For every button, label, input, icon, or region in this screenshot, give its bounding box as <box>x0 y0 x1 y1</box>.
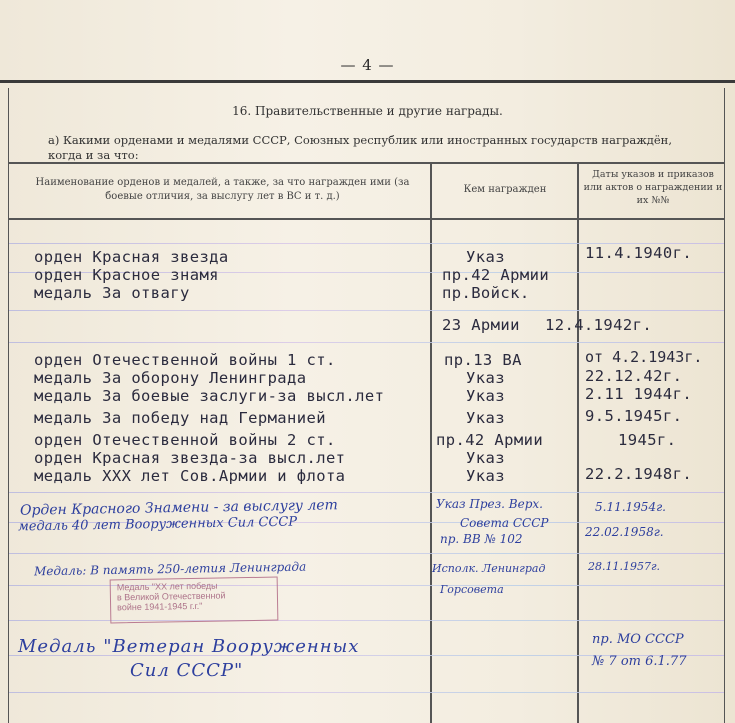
handwritten-awarded-by: Горсовета <box>440 583 504 596</box>
handwritten-award: медаль 40 лет Вооруженных Сил СССР <box>17 514 298 535</box>
award-date-text: 1945г. <box>618 431 677 449</box>
handwritten-award: Орден Красного Знамени - за выслугу лет <box>19 497 339 519</box>
ruled-line <box>9 492 724 493</box>
handwritten-awarded-by: Совета СССР <box>460 516 549 530</box>
awarded-by-text: Указ <box>466 409 505 427</box>
award-date-text: 22.12.42г. <box>585 367 683 385</box>
award-text: орден Красная звезда-за высл.лет <box>34 449 346 467</box>
award-date-text: 11.4.1940г. <box>585 244 693 262</box>
award-text: орден Отечественной войны 2 ст. <box>34 431 336 449</box>
column-divider-2 <box>577 162 579 723</box>
handwritten-award: Медаль "Ветеран Вооруженных <box>18 636 360 657</box>
ruled-line <box>9 692 724 693</box>
award-date-text: 22.2.1948г. <box>585 465 693 483</box>
page-number: — 4 — <box>340 56 395 74</box>
stamp-line: войне 1941-1945 г.г." <box>117 600 203 613</box>
award-date-text: 2.11 1944г. <box>585 385 693 403</box>
award-text: орден Отечественной войны 1 ст. <box>34 351 336 369</box>
handwritten-awarded-by: Указ През. Верх. <box>436 497 543 511</box>
handwritten-date: № 7 от 6.1.77 <box>592 654 687 669</box>
handwritten-awarded-by: Исполк. Ленинград <box>432 562 546 575</box>
awarded-by-text: пр.Войск. <box>442 284 530 302</box>
award-date-text: от 4.2.1943г. <box>585 348 703 366</box>
section-title: 16. Правительственные и другие награды. <box>232 104 503 118</box>
awarded-by-text: Указ <box>466 369 505 387</box>
column-header-dates: Даты указов и приказов или актов о награждении и их №№ <box>583 169 723 206</box>
handwritten-date: 28.11.1957г. <box>588 560 661 573</box>
award-text: орден Красная звезда <box>34 248 229 266</box>
awarded-by-text: пр.42 Армии <box>442 266 550 284</box>
ruled-line <box>9 310 724 311</box>
awarded-by-text: пр.13 ВА <box>444 351 522 369</box>
stamp-line: в Великой Отечественной <box>116 590 226 603</box>
column-header-by-whom: Кем награжден <box>463 184 547 195</box>
awarded-by-text: Указ <box>466 248 505 266</box>
awarded-by-text: 23 Армии <box>442 316 520 334</box>
handwritten-awarded-by: пр. МО СССР <box>592 632 684 647</box>
handwritten-award: Сил СССР" <box>130 660 244 681</box>
handwritten-date: 5.11.1954г. <box>595 500 666 514</box>
column-divider-1 <box>430 162 432 723</box>
handwritten-date: 22.02.1958г. <box>585 525 664 539</box>
handwritten-awarded-by: пр. ВВ № 102 <box>440 532 523 546</box>
stamp-line: Медаль "XX лет победы <box>116 580 218 593</box>
awarded-by-text: Указ <box>466 449 505 467</box>
section-subtitle: а) Какими орденами и медалями СССР, Союзных республик или иностранных государств награждён, когда и за что: <box>48 133 672 162</box>
ruled-line <box>9 342 724 343</box>
table-header-top-border <box>9 162 724 164</box>
award-date-text: 9.5.1945г. <box>585 407 683 425</box>
column-header-name: Наименование орденов и медалей, а также, за что награжден ими (за боевые отличия, за выслугу лет в ВС и т. д.) <box>35 177 410 202</box>
top-rule <box>0 80 735 83</box>
medal-stamp <box>110 577 279 624</box>
award-text: орден Красное знамя <box>34 266 219 284</box>
awarded-by-text: пр.42 Армии <box>436 431 544 449</box>
award-date-text: 12.4.1942г. <box>545 316 653 334</box>
award-text: медаль За оборону Ленинграда <box>34 369 307 387</box>
award-text: медаль XXX лет Сов.Армии и флота <box>34 467 346 485</box>
handwritten-award: Медаль: В память 250-летия Ленинграда <box>33 559 307 579</box>
award-text: медаль За отвагу <box>34 284 190 302</box>
awarded-by-text: Указ <box>466 467 505 485</box>
award-text: медаль За боевые заслуги-за высл.лет <box>34 387 385 405</box>
award-text: медаль За победу над Германией <box>34 409 326 427</box>
ruled-line <box>9 553 724 554</box>
awarded-by-text: Указ <box>466 387 505 405</box>
table-header-bottom-border <box>9 218 724 220</box>
